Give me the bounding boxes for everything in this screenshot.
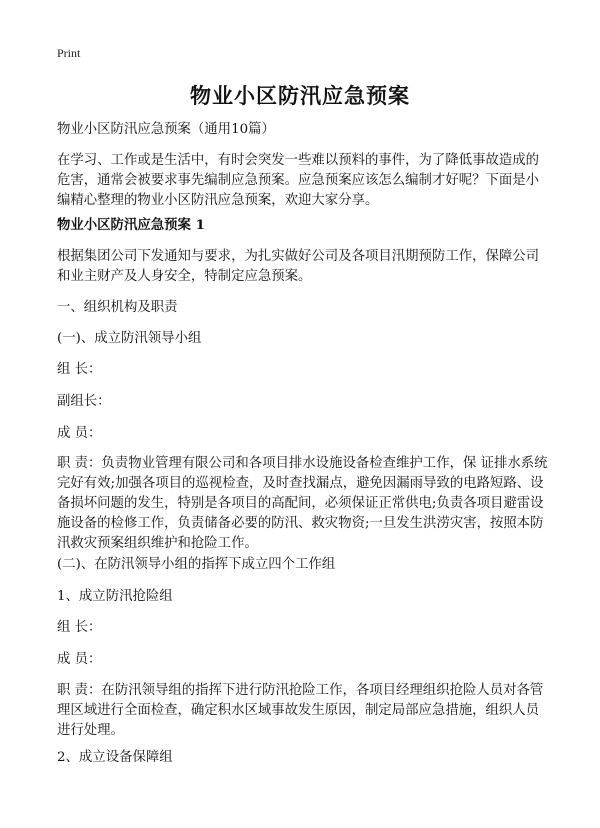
org-heading: 一、组织机构及职责: [57, 300, 178, 315]
section-heading-1: 物业小区防汛应急预案 1: [57, 217, 205, 233]
sub2-heading: 2、成立设备保障组: [57, 750, 173, 765]
document-subtitle: 物业小区防汛应急预案（通用10篇）: [57, 122, 275, 137]
deputy-label: 副组长：: [57, 394, 111, 409]
duty-paragraph-2: 职 责：在防汛领导组的指挥下进行防汛抢险工作，各项目经理组织抢险人员对各管理区域进行全面检查，确定积水区域事故发生原因，制定局部应急措施，组织人员进行处理。: [57, 683, 544, 738]
basis-paragraph: 根据集团公司下发通知与要求，为扎实做好公司及各项目汛期预防工作，保障公司和业主财产及人身安全，特制定应急预案。: [57, 249, 540, 284]
member-label: 成 员：: [57, 426, 102, 441]
sub1-heading: 1、成立防汛抢险组: [57, 589, 173, 604]
sub1-leader-label: 组 长：: [57, 620, 102, 635]
group1-heading: (一)、成立防汛领导小组: [57, 331, 202, 346]
intro-paragraph: 在学习、工作或是生活中，有时会突发一些难以预料的事件，为了降低事故造成的危害，通常会被要求事先编制应急预案。应急预案应该怎么编制才好呢？下面是小编精心整理的物业小区防汛应急预案，欢迎大家分享。: [57, 153, 540, 208]
sub1-member-label: 成 员：: [57, 652, 102, 667]
leader-label: 组 长：: [57, 362, 102, 377]
group2-heading: (二)、在防汛领导小组的指挥下成立四个工作组: [57, 557, 336, 572]
duty-paragraph-1: 职 责：负责物业管理有限公司和各项目排水设施设备检查维护工作，保 证排水系统完好有效;加强各项目的巡视检查，及时查找漏点，避免因漏雨导致的电路短路、设备损坏问题的发生，特别是各项目的高配间，必须保证正常供电;负责各项目避雷设施设备的检修工作，负责储备必要的防汛、救灾物资;一旦发生洪涝灾害，按照本防汛救灾预案组织维护和抢险工作。: [57, 456, 548, 551]
print-label: Print: [57, 46, 81, 60]
document-title: 物业小区防汛应急预案: [190, 83, 410, 108]
